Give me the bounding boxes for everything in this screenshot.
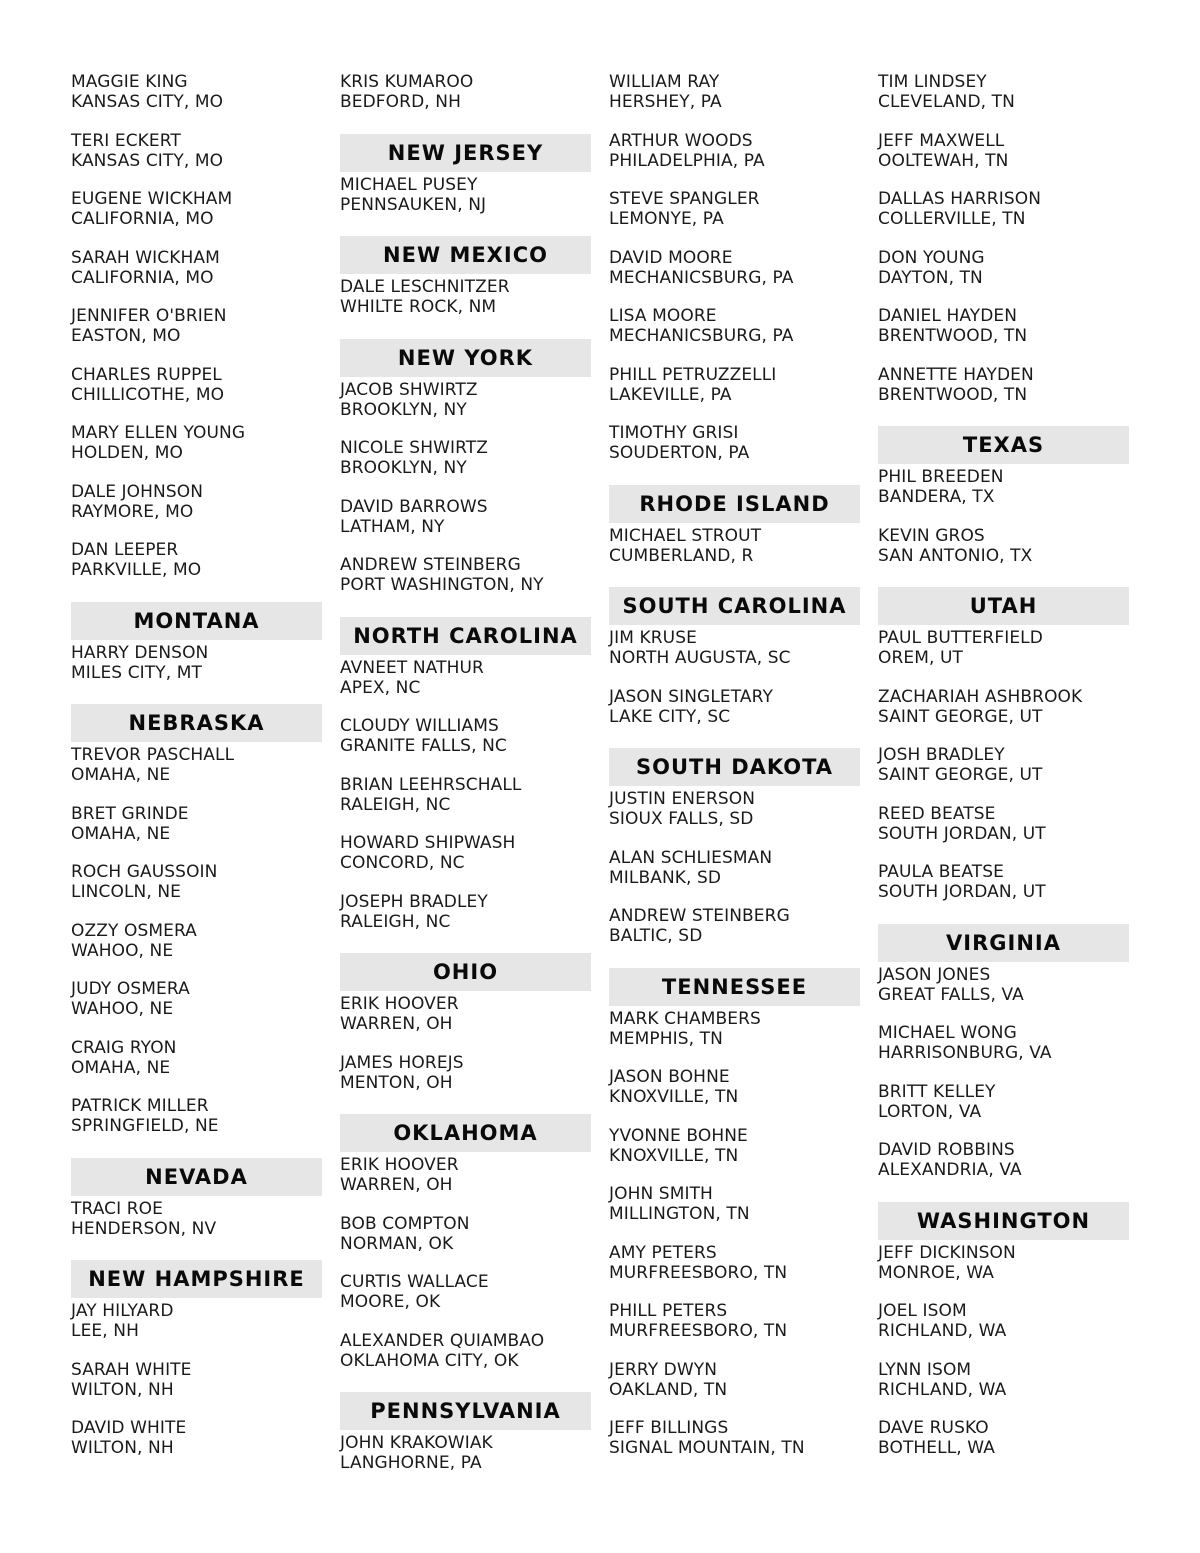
list-item [71, 482, 322, 522]
list-item [340, 1155, 591, 1195]
entry-name: OZZY OSMERA [71, 920, 197, 941]
entry-name: ZACHARIAH ASHBROOK [878, 686, 1083, 707]
entry-name: TIMOTHY GRISI [609, 423, 739, 443]
list-item [609, 1009, 860, 1049]
entry-name: DAVID BARROWS [340, 496, 488, 517]
entry-location: OMAHA, NE [71, 765, 171, 785]
entry-name: ARTHUR WOODS [609, 130, 753, 151]
entry-name: JAY HILYARD [71, 1301, 174, 1321]
list-item [340, 716, 591, 756]
entry-name: HOWARD SHIPWASH [340, 833, 516, 853]
entry-name: KEVIN GROS [878, 525, 985, 546]
entry-location: LATHAM, NY [340, 516, 445, 537]
list-item [340, 892, 591, 932]
entry-location: SOUTH JORDAN, UT [878, 882, 1046, 902]
entry-location: SOUTH JORDAN, UT [878, 823, 1046, 844]
entry-name: BRITT KELLEY [878, 1081, 996, 1102]
entry-name: ALAN SCHLIESMAN [609, 847, 773, 868]
entry-name: JAMES HOREJS [340, 1052, 464, 1073]
list-item [71, 745, 322, 785]
list-item [878, 1301, 1129, 1341]
entry-location: HOLDEN, MO [71, 443, 184, 463]
entry-location: WAHOO, NE [71, 999, 174, 1019]
entry-name: JOHN SMITH [609, 1184, 713, 1204]
entry-name: PATRICK MILLER [71, 1096, 209, 1116]
directory-page [71, 72, 1129, 1492]
list-item [340, 994, 591, 1034]
entry-location: SAINT GEORGE, UT [878, 706, 1043, 727]
list-item [340, 277, 591, 317]
list-item [340, 833, 591, 873]
entry-location: LAKEVILLE, PA [609, 384, 732, 405]
list-item [71, 248, 322, 288]
entry-name: KRIS KUMAROO [340, 72, 474, 92]
entry-location: COLLERVILLE, TN [878, 209, 1026, 229]
list-item [71, 306, 322, 346]
entry-name: JASON BOHNE [609, 1067, 730, 1087]
state-header: SOUTH DAKOTA [609, 748, 860, 786]
entry-location: PORT WASHINGTON, NY [340, 575, 544, 595]
list-item [340, 380, 591, 420]
entry-name: LYNN ISOM [878, 1359, 972, 1380]
entry-name: JIM KRUSE [609, 628, 697, 648]
list-item [878, 1082, 1129, 1122]
state-header: OHIO [340, 953, 591, 991]
entry-name: JUSTIN ENERSON [609, 789, 756, 809]
entry-location: BALTIC, SD [609, 926, 703, 946]
entry-location: MILES CITY, MT [71, 662, 202, 683]
list-item [609, 906, 860, 946]
entry-location: HARRISONBURG, VA [878, 1043, 1052, 1063]
entry-location: RICHLAND, WA [878, 1321, 1007, 1341]
list-item [878, 1023, 1129, 1063]
entry-name: JEFF MAXWELL [878, 130, 1005, 151]
entry-location: CONCORD, NC [340, 853, 465, 873]
list-item [878, 687, 1129, 727]
entry-name: DAVID MOORE [609, 247, 733, 268]
entry-location: WAHOO, NE [71, 940, 174, 961]
column-4 [878, 72, 1129, 1492]
state-header: NEVADA [71, 1158, 322, 1196]
column-1 [71, 72, 322, 1492]
entry-name: JEFF DICKINSON [878, 1242, 1016, 1263]
list-item [340, 658, 591, 698]
entry-location: SIOUX FALLS, SD [609, 809, 754, 829]
list-item [340, 1214, 591, 1254]
entry-name: JENNIFER O'BRIEN [71, 306, 227, 326]
entry-location: MURFREESBORO, TN [609, 1262, 788, 1283]
list-item [609, 72, 860, 112]
entry-name: TERI ECKERT [71, 130, 181, 151]
list-item [878, 467, 1129, 507]
list-item [340, 1272, 591, 1312]
entry-name: STEVE SPANGLER [609, 189, 760, 209]
list-item [609, 1126, 860, 1166]
state-header: NEBRASKA [71, 704, 322, 742]
entry-name: MICHAEL WONG [878, 1023, 1017, 1043]
entry-name: DAN LEEPER [71, 540, 179, 560]
entry-location: MENTON, OH [340, 1072, 453, 1093]
entry-location: NORTH AUGUSTA, SC [609, 648, 791, 668]
list-item [878, 628, 1129, 668]
list-item [609, 306, 860, 346]
entry-name: PHIL BREEDEN [878, 467, 1004, 487]
entry-location: RICHLAND, WA [878, 1379, 1007, 1400]
entry-name: DALE LESCHNITZER [340, 277, 510, 297]
entry-name: LISA MOORE [609, 306, 717, 326]
list-item [878, 189, 1129, 229]
entry-location: HERSHEY, PA [609, 92, 722, 112]
entry-location: WHILTE ROCK, NM [340, 297, 497, 317]
entry-name: DALE JOHNSON [71, 481, 204, 502]
list-item [878, 72, 1129, 112]
entry-name: MICHAEL PUSEY [340, 174, 478, 195]
entry-location: MECHANICSBURG, PA [609, 267, 794, 288]
entry-name: ANDREW STEINBERG [609, 906, 790, 926]
entry-location: OREM, UT [878, 648, 964, 668]
entry-location: GRANITE FALLS, NC [340, 736, 507, 756]
state-header: OKLAHOMA [340, 1114, 591, 1152]
entry-location: KNOXVILLE, TN [609, 1145, 739, 1166]
list-item [71, 131, 322, 171]
list-item [609, 189, 860, 229]
entry-location: SAINT GEORGE, UT [878, 765, 1043, 785]
entry-location: OOLTEWAH, TN [878, 150, 1009, 171]
entry-location: LAKE CITY, SC [609, 706, 731, 727]
entry-name: CHARLES RUPPEL [71, 364, 222, 385]
entry-name: DAVID WHITE [71, 1418, 187, 1438]
entry-location: KANSAS CITY, MO [71, 92, 224, 112]
list-item [878, 365, 1129, 405]
entry-name: CLOUDY WILLIAMS [340, 716, 499, 736]
state-header: MONTANA [71, 602, 322, 640]
entry-name: HARRY DENSON [71, 642, 209, 663]
state-header: NORTH CAROLINA [340, 617, 591, 655]
state-header: NEW HAMPSHIRE [71, 1260, 322, 1298]
entry-location: LORTON, VA [878, 1101, 982, 1122]
entry-location: SPRINGFIELD, NE [71, 1116, 219, 1136]
entry-location: CHILLICOTHE, MO [71, 384, 225, 405]
list-item [609, 423, 860, 463]
entry-name: REED BEATSE [878, 803, 996, 824]
entry-location: CALIFORNIA, MO [71, 209, 214, 229]
list-item [609, 687, 860, 727]
entry-name: JOSH BRADLEY [878, 745, 1005, 765]
entry-location: SIGNAL MOUNTAIN, TN [609, 1438, 805, 1458]
state-header: TENNESSEE [609, 968, 860, 1006]
entry-location: WARREN, OH [340, 1175, 453, 1195]
list-item [340, 72, 591, 112]
list-item [878, 804, 1129, 844]
list-item [71, 365, 322, 405]
entry-name: CRAIG RYON [71, 1037, 177, 1058]
entry-location: LEMONYE, PA [609, 209, 724, 229]
state-header: VIRGINIA [878, 924, 1129, 962]
entry-location: WILTON, NH [71, 1379, 174, 1400]
entry-location: SOUDERTON, PA [609, 443, 750, 463]
list-item [609, 131, 860, 171]
entry-location: OAKLAND, TN [609, 1379, 728, 1400]
list-item [71, 72, 322, 112]
state-header: RHODE ISLAND [609, 485, 860, 523]
entry-location: NORMAN, OK [340, 1233, 454, 1254]
list-item [609, 628, 860, 668]
column-2 [340, 72, 591, 1492]
entry-name: PHILL PETERS [609, 1301, 728, 1321]
list-item [609, 1067, 860, 1107]
entry-location: OMAHA, NE [71, 1057, 171, 1078]
list-item [71, 423, 322, 463]
entry-name: ANNETTE HAYDEN [878, 364, 1034, 385]
entry-name: CURTIS WALLACE [340, 1272, 489, 1292]
list-item [71, 643, 322, 683]
entry-location: KNOXVILLE, TN [609, 1087, 739, 1107]
entry-name: JASON JONES [878, 964, 991, 985]
entry-location: MOORE, OK [340, 1292, 441, 1312]
entry-location: APEX, NC [340, 677, 421, 698]
list-item [878, 1243, 1129, 1283]
state-header: SOUTH CAROLINA [609, 587, 860, 625]
list-item [340, 555, 591, 595]
list-item [71, 1038, 322, 1078]
list-item [340, 438, 591, 478]
entry-name: AVNEET NATHUR [340, 657, 484, 678]
entry-location: KANSAS CITY, MO [71, 150, 224, 171]
list-item [878, 526, 1129, 566]
entry-location: RALEIGH, NC [340, 911, 451, 932]
list-item [340, 1053, 591, 1093]
entry-location: PENNSAUKEN, NJ [340, 194, 487, 215]
entry-location: DAYTON, TN [878, 267, 983, 288]
state-header: WASHINGTON [878, 1202, 1129, 1240]
entry-name: ERIK HOOVER [340, 1155, 459, 1175]
entry-location: GREAT FALLS, VA [878, 984, 1024, 1005]
list-item [71, 1199, 322, 1239]
entry-location: MILBANK, SD [609, 867, 722, 888]
entry-name: TRACI ROE [71, 1198, 163, 1219]
entry-location: PARKVILLE, MO [71, 560, 202, 580]
entry-name: DON YOUNG [878, 247, 985, 268]
entry-location: EASTON, MO [71, 326, 181, 346]
entry-name: SARAH WICKHAM [71, 247, 220, 268]
entry-name: JUDY OSMERA [71, 979, 190, 999]
entry-name: SARAH WHITE [71, 1359, 192, 1380]
state-header: NEW MEXICO [340, 236, 591, 274]
list-item [878, 1140, 1129, 1180]
entry-name: JOEL ISOM [878, 1301, 967, 1321]
state-header: NEW JERSEY [340, 134, 591, 172]
entry-location: SAN ANTONIO, TX [878, 545, 1033, 566]
entry-location: MURFREESBORO, TN [609, 1321, 788, 1341]
list-item [340, 1433, 591, 1473]
entry-name: JACOB SHWIRTZ [340, 379, 478, 400]
entry-location: BOTHELL, WA [878, 1438, 996, 1458]
entry-location: OKLAHOMA CITY, OK [340, 1350, 519, 1371]
list-item [71, 189, 322, 229]
entry-name: YVONNE BOHNE [609, 1125, 748, 1146]
entry-name: JOSEPH BRADLEY [340, 891, 488, 912]
entry-name: NICOLE SHWIRTZ [340, 438, 488, 458]
entry-name: DANIEL HAYDEN [878, 306, 1018, 326]
entry-location: BRENTWOOD, TN [878, 384, 1028, 405]
entry-location: LINCOLN, NE [71, 882, 182, 902]
state-header: NEW YORK [340, 339, 591, 377]
list-item [609, 1301, 860, 1341]
entry-name: DAVE RUSKO [878, 1418, 989, 1438]
list-item [878, 1360, 1129, 1400]
entry-location: MECHANICSBURG, PA [609, 326, 794, 346]
entry-name: BRET GRINDE [71, 803, 189, 824]
list-item [878, 1418, 1129, 1458]
entry-location: RAYMORE, MO [71, 501, 194, 522]
entry-name: MICHAEL STROUT [609, 525, 762, 546]
entry-name: EUGENE WICKHAM [71, 189, 233, 209]
list-item [609, 1184, 860, 1224]
entry-name: ALEXANDER QUIAMBAO [340, 1330, 545, 1351]
entry-location: PHILADELPHIA, PA [609, 150, 765, 171]
entry-location: MILLINGTON, TN [609, 1204, 750, 1224]
list-item [71, 862, 322, 902]
entry-location: HENDERSON, NV [71, 1218, 217, 1239]
entry-name: PAUL BUTTERFIELD [878, 628, 1043, 648]
entry-name: ERIK HOOVER [340, 994, 459, 1014]
list-item [878, 131, 1129, 171]
entry-name: ANDREW STEINBERG [340, 555, 521, 575]
entry-name: AMY PETERS [609, 1242, 717, 1263]
list-item [609, 248, 860, 288]
entry-name: PAULA BEATSE [878, 862, 1004, 882]
list-item [878, 965, 1129, 1005]
state-header: TEXAS [878, 426, 1129, 464]
entry-location: CUMBERLAND, R [609, 545, 754, 566]
entry-name: TREVOR PASCHALL [71, 745, 235, 765]
list-item [71, 979, 322, 1019]
entry-location: BRENTWOOD, TN [878, 326, 1028, 346]
list-item [340, 1331, 591, 1371]
list-item [340, 175, 591, 215]
list-item [609, 848, 860, 888]
list-item [71, 1301, 322, 1341]
entry-name: WILLIAM RAY [609, 72, 720, 92]
list-item [609, 526, 860, 566]
list-item [71, 921, 322, 961]
state-header: PENNSYLVANIA [340, 1392, 591, 1430]
entry-name: JEFF BILLINGS [609, 1418, 729, 1438]
entry-location: LEE, NH [71, 1321, 139, 1341]
entry-name: ROCH GAUSSOIN [71, 862, 218, 882]
list-item [609, 1243, 860, 1283]
list-item [71, 540, 322, 580]
entry-location: MEMPHIS, TN [609, 1028, 723, 1049]
entry-location: CLEVELAND, TN [878, 92, 1015, 112]
list-item [878, 745, 1129, 785]
list-item [609, 365, 860, 405]
list-item [71, 1096, 322, 1136]
entry-location: LANGHORNE, PA [340, 1453, 482, 1473]
entry-location: MONROE, WA [878, 1262, 995, 1283]
entry-name: JOHN KRAKOWIAK [340, 1433, 493, 1453]
entry-name: MARY ELLEN YOUNG [71, 423, 246, 443]
entry-location: ALEXANDRIA, VA [878, 1160, 1022, 1180]
entry-location: CALIFORNIA, MO [71, 267, 214, 288]
list-item [71, 1360, 322, 1400]
list-item [71, 804, 322, 844]
entry-location: BANDERA, TX [878, 487, 995, 507]
list-item [609, 789, 860, 829]
entry-location: WARREN, OH [340, 1014, 453, 1034]
entry-location: WILTON, NH [71, 1438, 174, 1458]
list-item [71, 1418, 322, 1458]
list-item [609, 1360, 860, 1400]
entry-location: OMAHA, NE [71, 823, 171, 844]
column-3 [609, 72, 860, 1492]
entry-location: RALEIGH, NC [340, 794, 451, 815]
entry-name: JASON SINGLETARY [609, 686, 773, 707]
entry-name: PHILL PETRUZZELLI [609, 364, 777, 385]
list-item [878, 248, 1129, 288]
list-item [878, 862, 1129, 902]
entry-name: JERRY DWYN [609, 1359, 718, 1380]
entry-name: BOB COMPTON [340, 1213, 470, 1234]
entry-location: BROOKLYN, NY [340, 458, 467, 478]
list-item [340, 775, 591, 815]
entry-name: MAGGIE KING [71, 72, 188, 92]
list-item [340, 497, 591, 537]
entry-name: MARK CHAMBERS [609, 1008, 761, 1029]
entry-name: DALLAS HARRISON [878, 189, 1042, 209]
entry-name: DAVID ROBBINS [878, 1140, 1015, 1160]
list-item [609, 1418, 860, 1458]
entry-name: BRIAN LEEHRSCHALL [340, 774, 522, 795]
entry-name: TIM LINDSEY [878, 72, 987, 92]
list-item [878, 306, 1129, 346]
state-header: UTAH [878, 587, 1129, 625]
entry-location: BROOKLYN, NY [340, 399, 467, 420]
entry-location: BEDFORD, NH [340, 92, 461, 112]
